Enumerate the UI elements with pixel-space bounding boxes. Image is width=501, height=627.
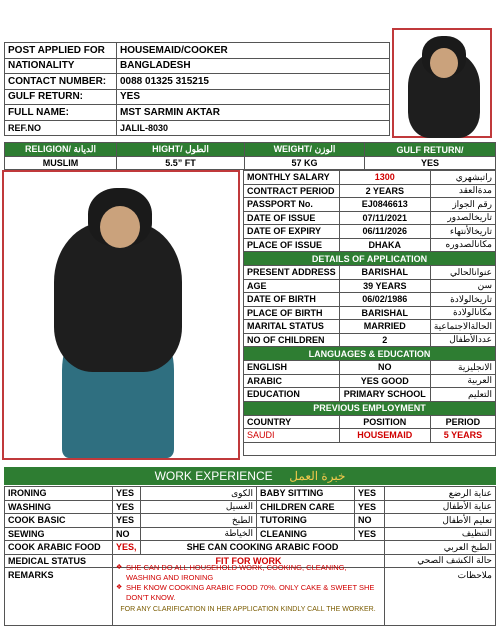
detail-label: PASSPORT No. [244,198,340,212]
detail-value: BARISHAL [339,266,430,280]
section-title: PREVIOUS EMPLOYMENT [244,401,496,415]
detail-arabic: مدةالعقد [430,184,495,198]
detail-label: PRESENT ADDRESS [244,266,340,280]
detail-label: NO OF CHILDREN [244,333,340,347]
detail-label: DATE OF EXPIRY [244,225,340,239]
detail-arabic: التعليم [430,388,495,402]
work-skill-value: YES [355,527,385,541]
detail-value: NO [339,361,430,375]
work-skill: CHILDREN CARE [257,500,355,514]
detail-row [244,279,496,293]
cook-arabic-label: COOK ARABIC FOOD [5,541,113,555]
cook-arabic-row [5,541,496,555]
detail-label: ARABIC [244,374,340,388]
detail-row [244,211,496,225]
cook-arabic-value: YES, [113,541,141,555]
detail-row [244,293,496,307]
detail-value: 07/11/2021 [339,211,430,225]
summary-values-row [5,157,496,170]
section-header [244,401,496,415]
detail-arabic: عددالأطفال [430,333,495,347]
detail-arabic: مكانالولادة [430,306,495,320]
detail-label: ENGLISH [244,361,340,375]
header-row [5,43,390,59]
detail-value: 2 [339,333,430,347]
detail-arabic: الانجليزية [430,361,495,375]
work-skill: IRONING [5,487,113,501]
height-header: HIGHT/ الطول [117,143,245,157]
detail-row [244,374,496,388]
header-table [4,42,390,136]
blank-cell [244,442,496,455]
header-label: GULF RETURN: [5,89,117,105]
remarks-list [116,563,380,603]
header-row [5,58,390,74]
employment-period: 5 YEARS [430,429,495,443]
work-skill-value: YES [355,487,385,501]
section-title: LANGUAGES & EDUCATION [244,347,496,361]
religion-value: MUSLIM [5,157,117,170]
header-value: JALIL-8030 [117,120,390,136]
work-skill-value: NO [355,514,385,528]
work-skill-arabic: التنظيف [385,527,496,541]
work-skill: CLEANING [257,527,355,541]
work-skill-arabic: الغسيل [141,500,257,514]
detail-row [244,184,496,198]
detail-arabic: العربية [430,374,495,388]
work-skill: WASHING [5,500,113,514]
header-label: FULL NAME: [5,105,117,121]
detail-row [244,171,496,185]
work-skill-value: YES [355,500,385,514]
detail-label: CONTRACT PERIOD [244,184,340,198]
remarks-label: REMARKS [5,568,113,626]
employment-row [244,429,496,443]
section-title: DETAILS OF APPLICATION [244,252,496,266]
work-skill-arabic: عناية الأطفال [385,500,496,514]
detail-row [244,388,496,402]
header-row [5,74,390,90]
religion-header: RELIGION/ الديانة [5,143,117,157]
work-skill-value: YES [113,514,141,528]
header-label: REF.NO [5,120,117,136]
work-skill-value: YES [113,487,141,501]
detail-arabic: مكانالصدوره [430,238,495,252]
employment-header-row [244,415,496,429]
header-value: MST SARMIN AKTAR [117,105,390,121]
detail-arabic: تاريخالصدور [430,211,495,225]
detail-label: AGE [244,279,340,293]
detail-arabic: تاريخالأنتهاء [430,225,495,239]
work-skill-value: YES [113,500,141,514]
detail-arabic: رقم الجواز [430,198,495,212]
work-experience-title: WORK EXPERIENCE [154,469,273,483]
remarks-block [116,563,380,613]
detail-value: 06/11/2026 [339,225,430,239]
detail-label: MONTHLY SALARY [244,171,340,185]
profile-photo-large [2,170,240,460]
work-skill: COOK BASIC [5,514,113,528]
detail-row [244,306,496,320]
employment-col-position: POSITION [339,415,430,429]
header-label: CONTACT NUMBER: [5,74,117,90]
remarks-arabic: ملاحظات [385,568,496,626]
detail-value: 1300 [339,171,430,185]
work-row [5,500,496,514]
work-skill-arabic: عناية الرضع [385,487,496,501]
detail-value: YES GOOD [339,374,430,388]
employment-country: SAUDI [244,429,340,443]
header-value: BANGLADESH [117,58,390,74]
detail-label: MARITAL STATUS [244,320,340,334]
weight-header: WEIGHT/ الوزن [245,143,365,157]
details-table [243,170,496,456]
medical-label: MEDICAL STATUS [5,554,113,568]
detail-arabic: تاريخالولادة [430,293,495,307]
work-skill-arabic: الطبخ [141,514,257,528]
detail-value: 39 YEARS [339,279,430,293]
detail-value: 06/02/1986 [339,293,430,307]
detail-value: PRIMARY SCHOOL [339,388,430,402]
detail-value: EJ0846613 [339,198,430,212]
employment-position: HOUSEMAID [339,429,430,443]
header-value: HOUSEMAID/COOKER [117,43,390,59]
work-experience-title-ar: خبرة العمل [289,469,346,483]
header-label: POST APPLIED FOR [5,43,117,59]
header-row [5,89,390,105]
section-header [244,347,496,361]
detail-label: PLACE OF BIRTH [244,306,340,320]
summary-table [4,142,496,170]
section-header [244,252,496,266]
detail-value: MARRIED [339,320,430,334]
blank-row [244,442,496,455]
work-skill-arabic: الخياطة [141,527,257,541]
detail-label: PLACE OF ISSUE [244,238,340,252]
header-value: 0088 01325 315215 [117,74,390,90]
detail-arabic: راتبشهري [430,171,495,185]
medical-arabic: حالة الكشف الصحي [385,554,496,568]
detail-label: DATE OF ISSUE [244,211,340,225]
detail-row [244,320,496,334]
header-row [5,105,390,121]
gulf-return-value: YES [365,157,496,170]
medical-value: FIT FOR WORK [113,554,385,568]
gulf-return-header: GULF RETURN/ [365,143,496,157]
work-row [5,514,496,528]
summary-header-row [5,143,496,157]
detail-value: DHAKA [339,238,430,252]
detail-arabic: سن [430,279,495,293]
work-experience-header [4,467,496,485]
detail-arabic: عنوانالحالي [430,266,495,280]
employment-col-period: PERIOD [430,415,495,429]
weight-value: 57 KG [245,157,365,170]
work-row [5,487,496,501]
detail-label: DATE OF BIRTH [244,293,340,307]
cook-arabic-arabic: الطبخ العربي [385,541,496,555]
header-label: NATIONALITY [5,58,117,74]
profile-photo-small [392,28,492,138]
cook-arabic-note: SHE CAN COOKING ARABIC FOOD [141,541,385,555]
detail-row [244,198,496,212]
detail-value: 2 YEARS [339,184,430,198]
work-skill-arabic: الكوى [141,487,257,501]
work-row [5,527,496,541]
detail-arabic: الحالةالاجتماعية [430,320,495,334]
header-value: YES [117,89,390,105]
header-row [5,120,390,136]
detail-value: BARISHAL [339,306,430,320]
detail-row [244,238,496,252]
work-skill: SEWING [5,527,113,541]
work-skill-arabic: تعليم الأطفال [385,514,496,528]
remark-item: ❖ SHE CAN DO ALL HOUSEHOLD WORK, COOKING, CLEANING, WASHING AND IRONING [116,563,380,583]
remarks-footer: FOR ANY CLARIFICATION IN HER APPLICATION KINDLY CALL THE WORKER. [120,606,376,613]
work-skill-value: NO [113,527,141,541]
height-value: 5.5” FT [117,157,245,170]
work-skill: BABY SITTING [257,487,355,501]
employment-col-country: COUNTRY [244,415,340,429]
work-skill: TUTORING [257,514,355,528]
detail-row [244,333,496,347]
detail-label: EDUCATION [244,388,340,402]
detail-row [244,225,496,239]
remark-item: ❖ SHE KNOW COOKING ARABIC FOOD 70%. ONLY CAKE & SWEET SHE DON'T KNOW. [116,583,380,603]
detail-row [244,266,496,280]
detail-row [244,361,496,375]
